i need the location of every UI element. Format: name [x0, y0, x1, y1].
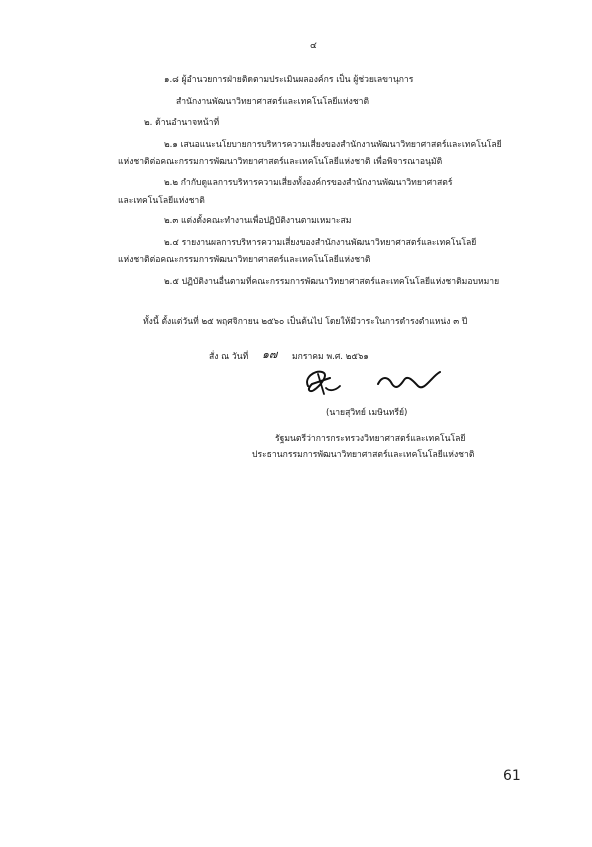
item-2-2-cont: และเทคโนโลยีแห่งชาติ	[118, 196, 205, 206]
signer-name: (นายสุวิทย์ เมษินทรีย์)	[326, 408, 408, 418]
item-2-1-cont: แห่งชาติต่อคณะกรรมการพัฒนาวิทยาศาสตร์และเทคโนโลยีแห่งชาติ เพื่อพิจารณาอนุมัติ	[118, 157, 443, 167]
order-date-day: ๑๗	[262, 348, 278, 361]
item-1-8-org: สำนักงานพัฒนาวิทยาศาสตร์และเทคโนโลยีแห่งชาติ	[176, 97, 370, 107]
item-2-3: ๒.๓ แต่งตั้งคณะทำงานเพื่อปฏิบัติงานตามเหมาะสม	[164, 216, 352, 226]
item-2-5: ๒.๕ ปฏิบัติงานอื่นตามที่คณะกรรมการพัฒนาวิทยาศาสตร์และเทคโนโลยีแห่งชาติมอบหมาย	[164, 277, 500, 287]
signer-title-chairman: ประธานกรรมการพัฒนาวิทยาศาสตร์และเทคโนโลยีแห่งชาติ	[252, 450, 475, 460]
effective-date-clause: ทั้งนี้ ตั้งแต่วันที่ ๒๕ พฤศจิกายน ๒๕๖๐ เป็นต้นไป โดยให้มีวาระในการดำรงตำแหน่ง ๓ ปี	[143, 317, 468, 327]
item-2-4-cont: แห่งชาติต่อคณะกรรมการพัฒนาวิทยาศาสตร์และเทคโนโลยีแห่งชาติ	[118, 255, 371, 265]
item-2-2: ๒.๒ กำกับดูแลการบริหารความเสี่ยงทั้งองค์กรของสำนักงานพัฒนาวิทยาศาสตร์	[164, 178, 453, 188]
signer-title-minister: รัฐมนตรีว่าการกระทรวงวิทยาศาสตร์และเทคโนโลยี	[275, 434, 466, 444]
footer-page-number: 61	[503, 768, 521, 784]
order-date-month-year: มกราคม พ.ศ. ๒๕๖๑	[292, 352, 369, 362]
item-1-8: ๑.๘ ผู้อำนวยการฝ่ายติดตามประเมินผลองค์กร เป็น ผู้ช่วยเลขานุการ	[164, 75, 414, 85]
signature-image	[300, 364, 450, 400]
item-2-1: ๒.๑ เสนอแนะนโยบายการบริหารความเสี่ยงของสำนักงานพัฒนาวิทยาศาสตร์และเทคโนโลยี	[164, 140, 502, 150]
item-2-4: ๒.๔ รายงานผลการบริหารความเสี่ยงของสำนักงานพัฒนาวิทยาศาสตร์และเทคโนโลยี	[164, 238, 477, 248]
section-2-heading: ๒. ด้านอำนาจหน้าที่	[144, 118, 220, 128]
order-date-prefix: สั่ง ณ วันที่	[209, 352, 249, 362]
page-number: ๔	[310, 41, 317, 51]
